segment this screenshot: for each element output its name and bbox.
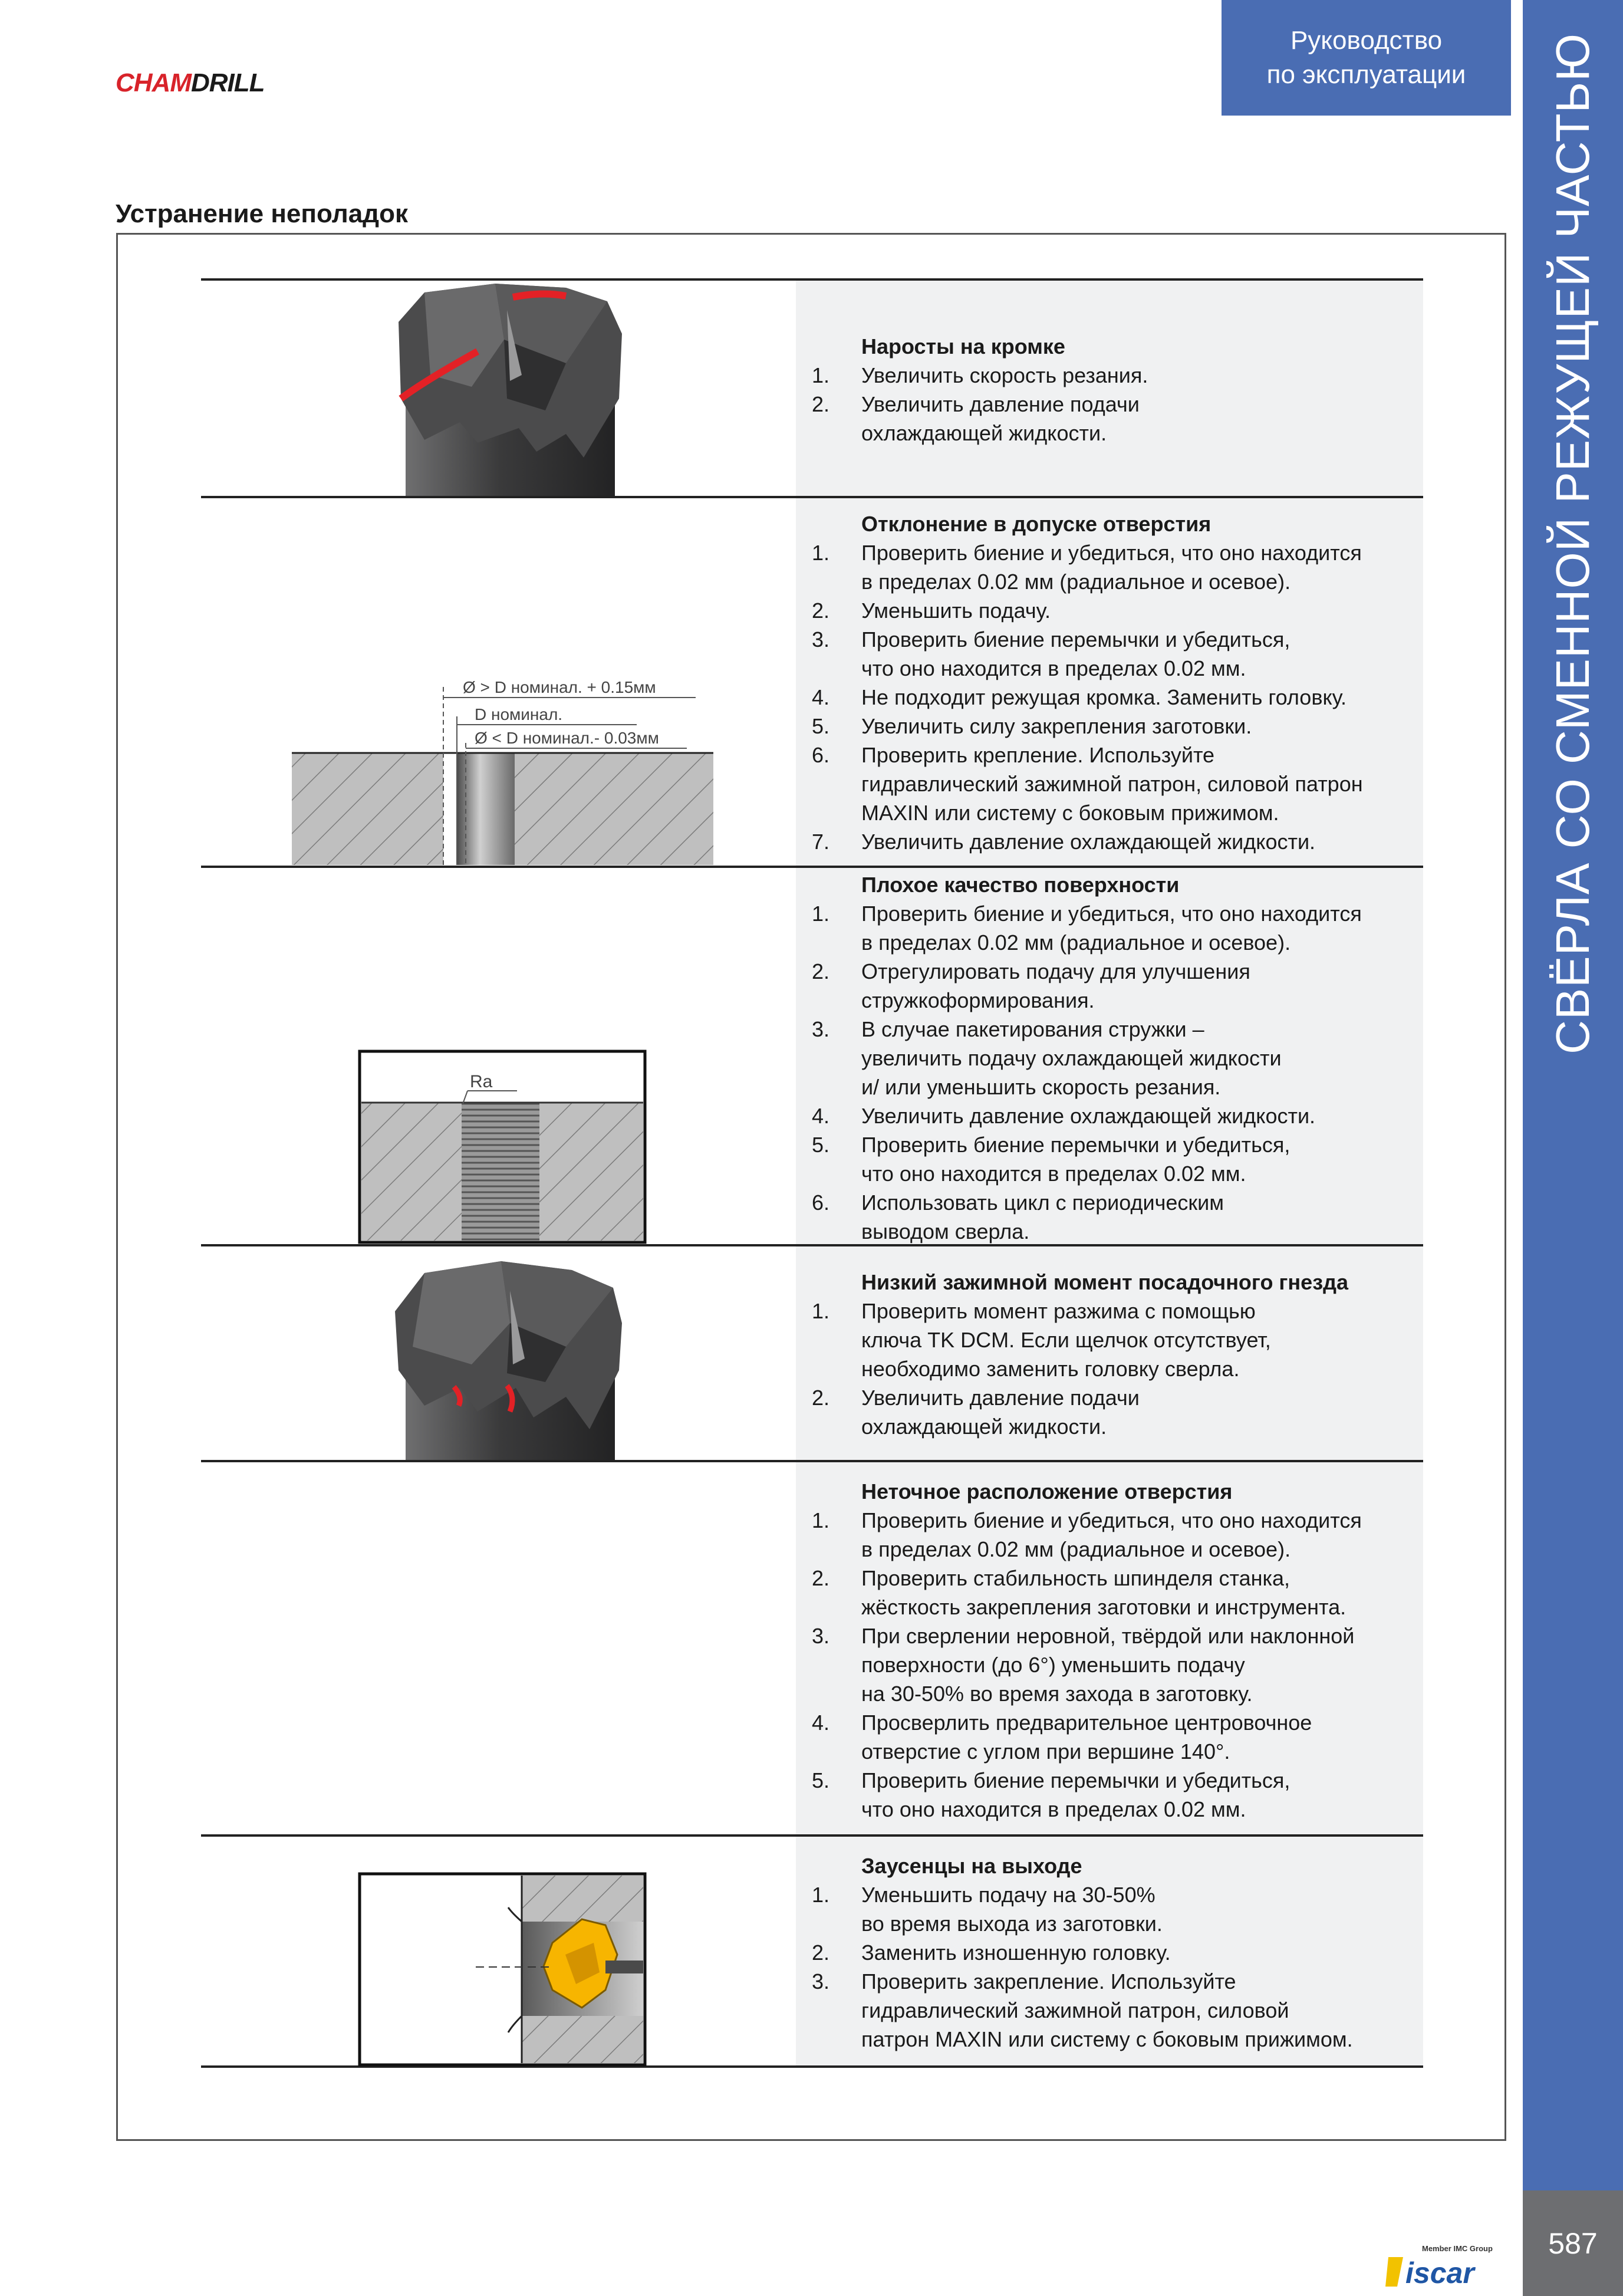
step-text: Увеличить давление охлаждающей жидкости. bbox=[861, 1104, 1316, 1128]
entry-step bbox=[808, 899, 1421, 957]
troubleshoot-entry-exit-burrs bbox=[808, 1851, 1421, 2054]
step-text: Просверлить предварительное центровочное отверстие с углом при вершине 140°. bbox=[861, 1711, 1312, 1764]
step-number: 6. bbox=[812, 1190, 830, 1215]
entry-step bbox=[808, 596, 1421, 625]
step-number: 3. bbox=[812, 1624, 830, 1648]
tolerance-label-nominal: D номинал. bbox=[475, 705, 563, 723]
manual-label-line2: по эксплуатации bbox=[1266, 60, 1466, 89]
entry-step bbox=[808, 1564, 1421, 1621]
entry-steps bbox=[808, 1506, 1421, 1824]
step-number: 2. bbox=[812, 1940, 830, 1965]
logo-part-drill: DRILL bbox=[190, 68, 265, 97]
step-number: 4. bbox=[812, 1711, 830, 1735]
step-text: Увеличить давление подачи охлаждающей жидкости. bbox=[861, 392, 1140, 445]
logo-part-cham: CHAM bbox=[116, 68, 191, 97]
step-number: 4. bbox=[812, 1104, 830, 1128]
step-number: 3. bbox=[812, 1969, 830, 1994]
step-number: 4. bbox=[812, 685, 830, 709]
step-text: В случае пакетирования стружки – увеличить подачу охлаждающей жидкости и/ или уменьшить скорость резания. bbox=[861, 1017, 1282, 1099]
entry-step bbox=[808, 538, 1421, 596]
section-title: Устранение неполадок bbox=[116, 199, 408, 228]
entry-step bbox=[808, 625, 1421, 683]
entry-steps bbox=[808, 1880, 1421, 2054]
step-number: 2. bbox=[812, 392, 830, 416]
iscar-logo bbox=[1385, 2241, 1509, 2288]
manual-label-box bbox=[1222, 0, 1511, 116]
step-number: 7. bbox=[812, 830, 830, 854]
step-number: 5. bbox=[812, 1768, 830, 1792]
step-text: Увеличить давление подачи охлаждающей жидкости. bbox=[861, 1386, 1140, 1439]
step-number: 1. bbox=[812, 541, 830, 565]
step-text: При сверлении неровной, твёрдой или наклонной поверхности (до 6°) уменьшить подачу на 30-50% во время захода в заготовку. bbox=[861, 1624, 1355, 1706]
drill-head-built-up-edge-illustration bbox=[389, 281, 637, 496]
entry-step bbox=[808, 1938, 1421, 1967]
entry-step bbox=[808, 1766, 1421, 1824]
step-text: Проверить крепление. Используйте гидравлический зажимной патрон, силовой патрон MAXIN или систему с боковым прижимом. bbox=[861, 743, 1363, 825]
iscar-logo-mark bbox=[1385, 2257, 1403, 2287]
entry-step bbox=[808, 683, 1421, 712]
troubleshoot-entry-surface-quality bbox=[808, 870, 1421, 1246]
step-number: 1. bbox=[812, 1299, 830, 1323]
step-number: 1. bbox=[812, 902, 830, 926]
entry-steps bbox=[808, 899, 1421, 1246]
step-number: 1. bbox=[812, 1508, 830, 1532]
entry-steps bbox=[808, 1297, 1421, 1441]
exit-burr-illustration bbox=[358, 1872, 647, 2067]
step-number: 5. bbox=[812, 714, 830, 738]
tolerance-label-min: Ø < D номинал.- 0.03мм bbox=[475, 729, 659, 747]
step-text: Проверить биение перемычки и убедиться, что оно находится в пределах 0.02 мм. bbox=[861, 1133, 1291, 1186]
manual-label-line1: Руководство bbox=[1290, 26, 1443, 55]
entry-step bbox=[808, 1015, 1421, 1101]
entry-steps bbox=[808, 538, 1421, 856]
entry-step bbox=[808, 1880, 1421, 1938]
hole-tolerance-section-illustration bbox=[289, 669, 719, 866]
entry-step bbox=[808, 1506, 1421, 1564]
entry-title: Неточное расположение отверстия bbox=[861, 1479, 1233, 1504]
troubleshoot-entry-clamping-torque bbox=[808, 1268, 1421, 1441]
step-text: Уменьшить подачу на 30-50% во время выхода из заготовки. bbox=[861, 1883, 1163, 1936]
step-text: Проверить биение перемычки и убедиться, что оно находится в пределах 0.02 мм. bbox=[861, 627, 1291, 680]
step-number: 3. bbox=[812, 1017, 830, 1041]
step-text: Заменить изношенную головку. bbox=[861, 1940, 1171, 1965]
entry-step bbox=[808, 827, 1421, 856]
step-text: Уменьшить подачу. bbox=[861, 598, 1051, 623]
step-text: Проверить биение перемычки и убедиться, что оно находится в пределах 0.02 мм. bbox=[861, 1768, 1291, 1821]
drill-head-clamping-illustration bbox=[389, 1246, 637, 1460]
entry-title: Заусенцы на выходе bbox=[861, 1854, 1082, 1878]
entry-title: Отклонение в допуске отверстия bbox=[861, 512, 1212, 536]
troubleshoot-entry-built-up-edge bbox=[808, 332, 1421, 448]
step-text: Использовать цикл с периодическим выводом сверла. bbox=[861, 1190, 1224, 1244]
iscar-wordmark: iscar bbox=[1405, 2256, 1474, 2288]
step-number: 2. bbox=[812, 598, 830, 623]
troubleshoot-entry-hole-position bbox=[808, 1477, 1421, 1824]
surface-roughness-section-illustration bbox=[358, 1050, 647, 1244]
entry-step bbox=[808, 1383, 1421, 1441]
step-text: Проверить биение и убедиться, что оно находится в пределах 0.02 мм (радиальное и осевое). bbox=[861, 1508, 1362, 1561]
entry-step bbox=[808, 390, 1421, 448]
step-text: Отрегулировать подачу для улучшения стружкоформирования. bbox=[861, 959, 1250, 1012]
roughness-label: Ra bbox=[470, 1072, 493, 1091]
entry-title: Наросты на кромке bbox=[861, 334, 1065, 358]
entry-step bbox=[808, 1621, 1421, 1708]
step-number: 2. bbox=[812, 959, 830, 983]
step-text: Увеличить скорость резания. bbox=[861, 363, 1148, 387]
step-number: 3. bbox=[812, 627, 830, 652]
entry-title: Плохое качество поверхности bbox=[861, 873, 1180, 897]
entry-step bbox=[808, 1101, 1421, 1130]
page-number: 587 bbox=[1523, 2190, 1623, 2296]
entry-step bbox=[808, 957, 1421, 1015]
step-text: Увеличить давление охлаждающей жидкости. bbox=[861, 830, 1316, 854]
step-number: 1. bbox=[812, 1883, 830, 1907]
chamdrill-logo bbox=[116, 68, 265, 98]
step-text: Проверить биение и убедиться, что оно находится в пределах 0.02 мм (радиальное и осевое). bbox=[861, 902, 1362, 955]
troubleshoot-entry-hole-tolerance bbox=[808, 509, 1421, 856]
entry-step bbox=[808, 741, 1421, 827]
step-number: 6. bbox=[812, 743, 830, 767]
entry-step bbox=[808, 361, 1421, 390]
entry-step bbox=[808, 1708, 1421, 1766]
entry-step bbox=[808, 1188, 1421, 1246]
entry-step bbox=[808, 1967, 1421, 2054]
step-text: Проверить момент разжима с помощью ключа TK DCM. Если щелчок отсутствует, необходимо заменить головку сверла. bbox=[861, 1299, 1271, 1381]
step-number: 5. bbox=[812, 1133, 830, 1157]
entry-title: Низкий зажимной момент посадочного гнезда bbox=[861, 1270, 1348, 1294]
entry-step bbox=[808, 712, 1421, 741]
step-text: Не подходит режущая кромка. Заменить головку. bbox=[861, 685, 1347, 709]
step-text: Проверить стабильность шпинделя станка, жёсткость закрепления заготовки и инструмента. bbox=[861, 1566, 1347, 1619]
member-group-text: Member IMC Group bbox=[1422, 2244, 1493, 2253]
tolerance-label-max: Ø > D номинал. + 0.15мм bbox=[463, 678, 656, 696]
step-text: Проверить закрепление. Используйте гидравлический зажимной патрон, силовой патрон MAXIN или систему с боковым прижимом. bbox=[861, 1969, 1353, 2051]
side-chapter-title: СВЁРЛА СО СМЕННОЙ РЕЖУЩЕЙ ЧАСТЬЮ bbox=[1546, 33, 1599, 1054]
step-number: 1. bbox=[812, 363, 830, 387]
step-number: 2. bbox=[812, 1386, 830, 1410]
step-number: 2. bbox=[812, 1566, 830, 1590]
entry-step bbox=[808, 1297, 1421, 1383]
step-text: Проверить биение и убедиться, что оно находится в пределах 0.02 мм (радиальное и осевое). bbox=[861, 541, 1362, 594]
entry-steps bbox=[808, 361, 1421, 448]
entry-step bbox=[808, 1130, 1421, 1188]
step-text: Увеличить силу закрепления заготовки. bbox=[861, 714, 1252, 738]
built-up-edge-marking bbox=[513, 294, 566, 297]
